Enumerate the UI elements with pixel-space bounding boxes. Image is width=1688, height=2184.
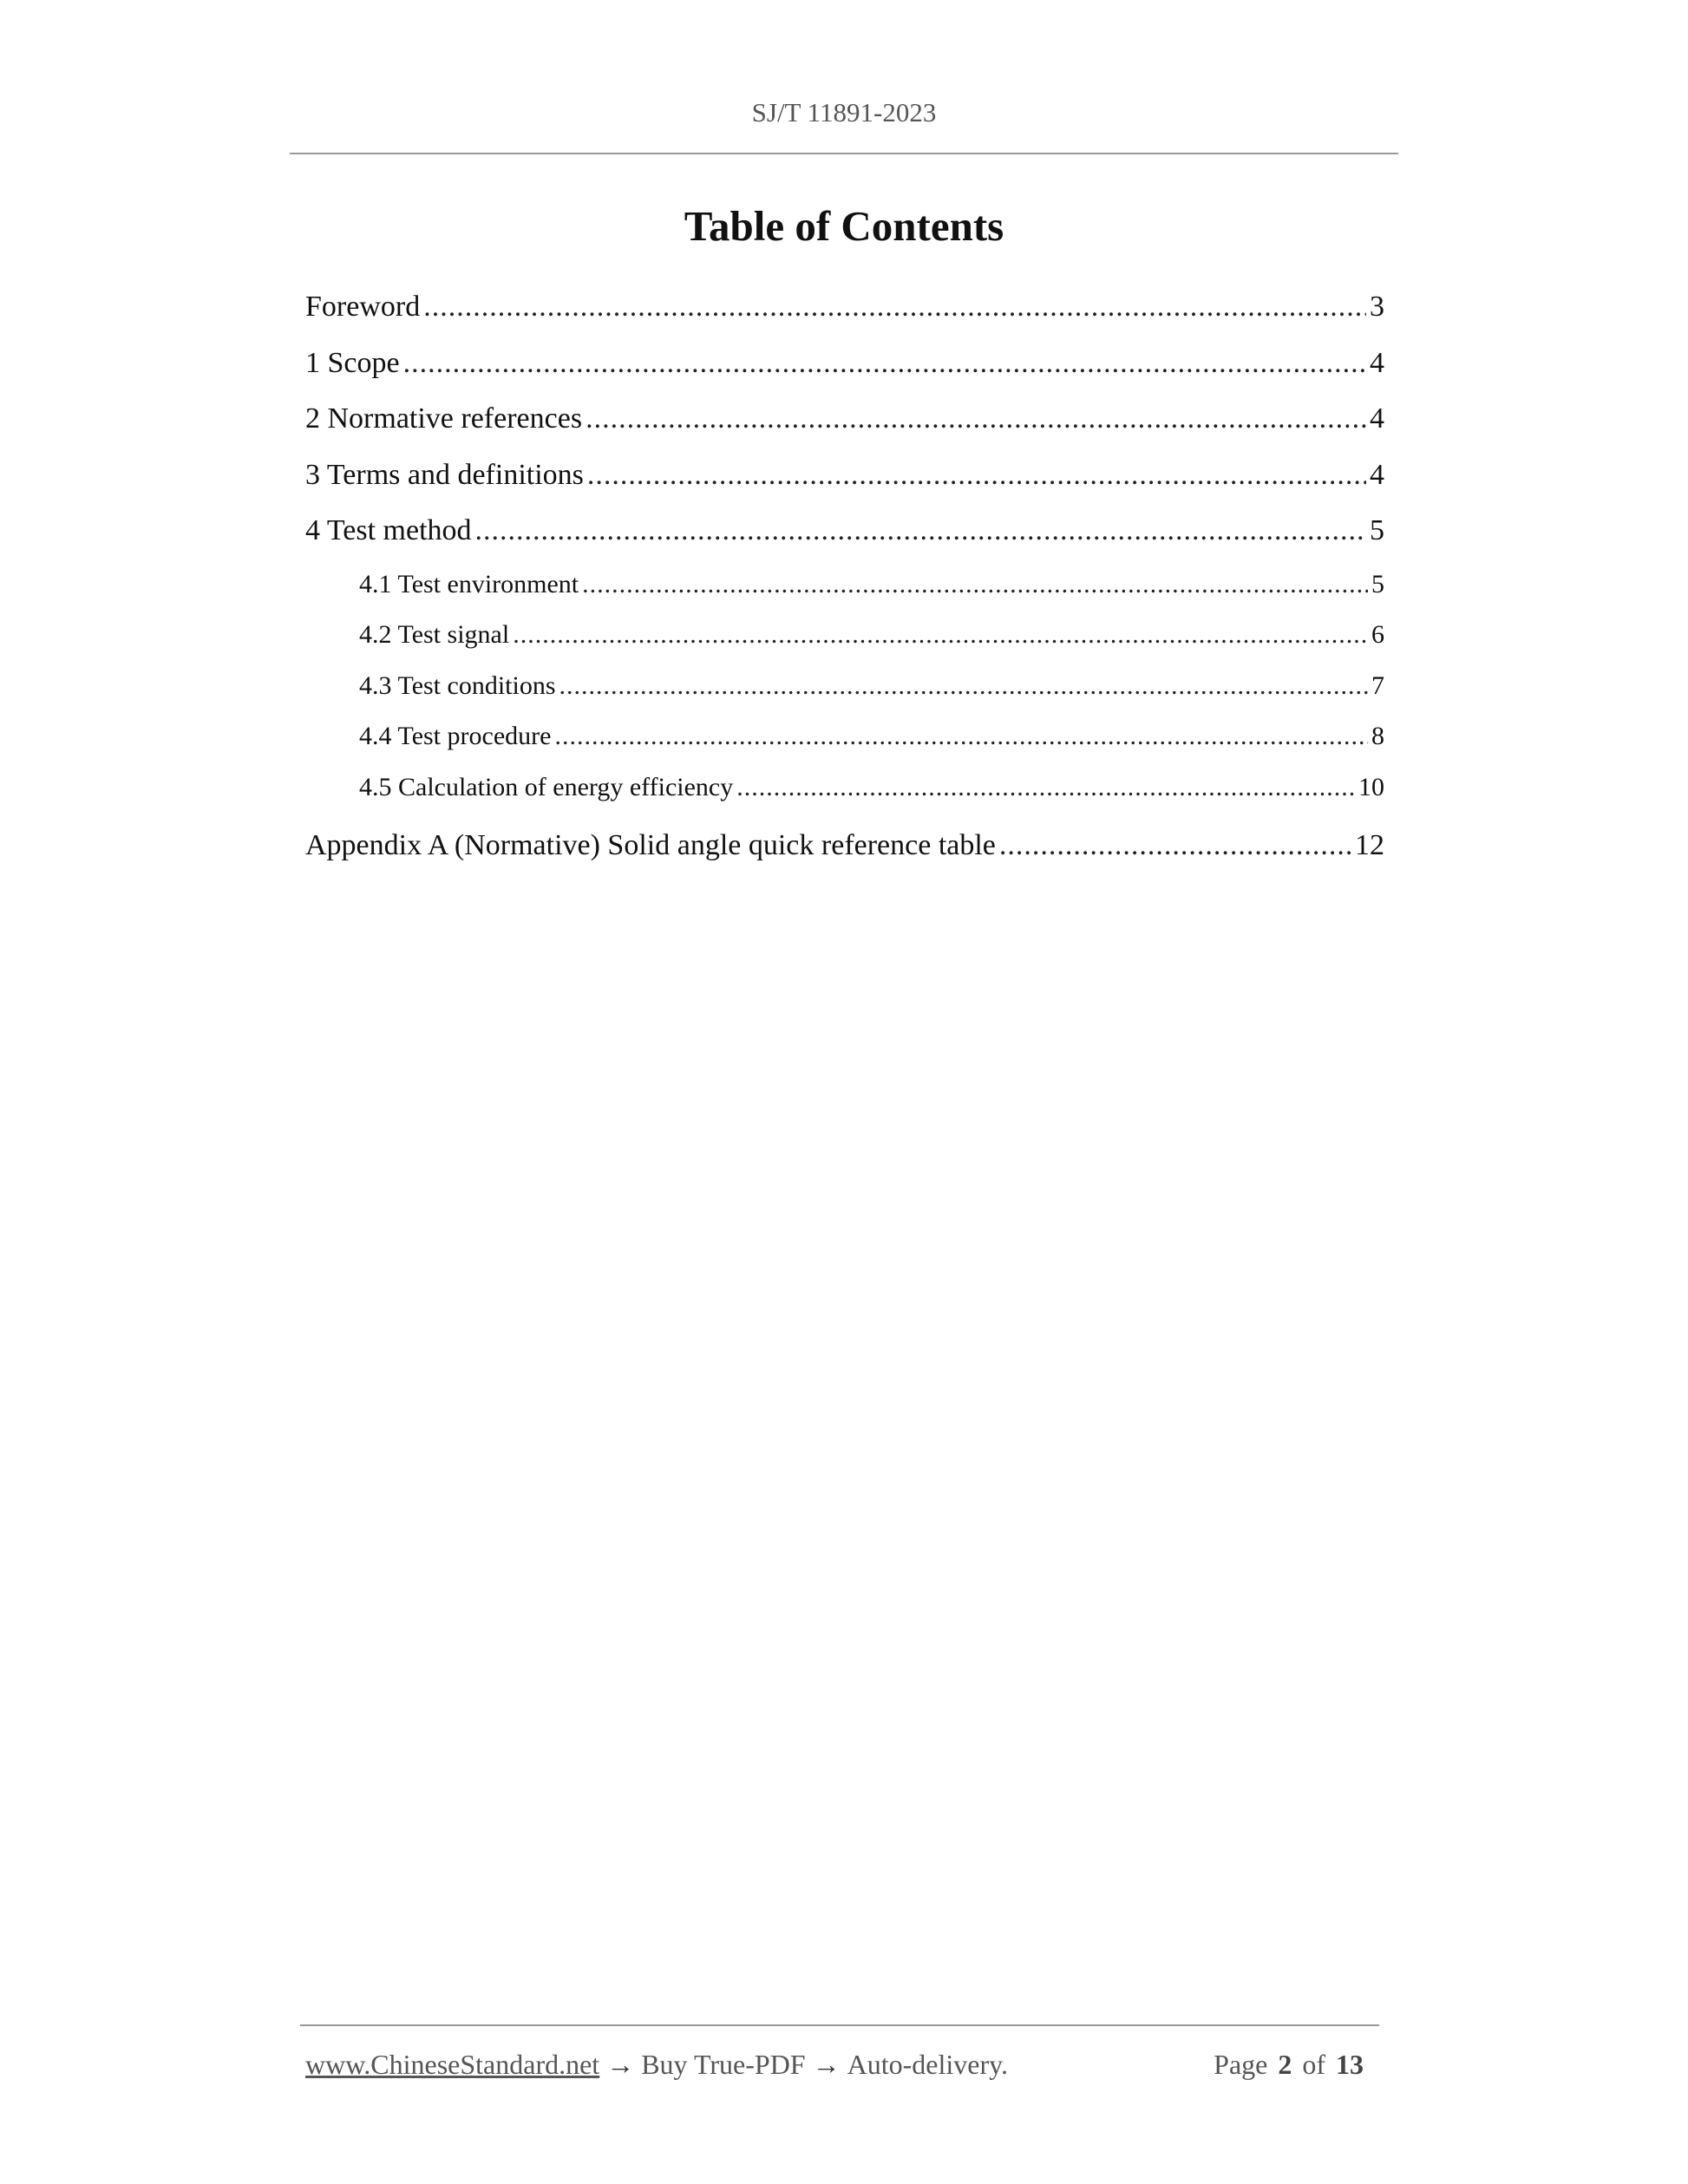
website-link[interactable]: www.ChineseStandard.net xyxy=(305,2049,600,2080)
arrow-right-icon: → xyxy=(606,2049,635,2080)
toc-entry-foreword[interactable] xyxy=(305,279,1384,336)
toc-dot-leader xyxy=(559,661,1368,712)
toc-entry-terms-and-definitions[interactable] xyxy=(305,448,1384,504)
toc-entry-normative-references[interactable] xyxy=(305,391,1384,448)
toc-entry-label: 1 Scope xyxy=(305,346,400,379)
page-header-doc-code: SJ/T 11891-2023 xyxy=(751,97,937,128)
of-label: of xyxy=(1302,2049,1325,2080)
toc-entry-energy-efficiency[interactable] xyxy=(305,762,1384,814)
page-footer xyxy=(305,2045,1374,2083)
toc-entry-label: Appendix A (Normative) Solid angle quick reference table xyxy=(305,829,996,861)
toc-dot-leader xyxy=(582,559,1368,611)
toc-entry-label: Foreword xyxy=(305,291,421,323)
toc-entry-label: 3 Terms and definitions xyxy=(305,458,584,491)
toc-dot-leader xyxy=(475,503,1366,559)
toc-entry-page: 6 xyxy=(1371,620,1384,649)
toc-entry-page: 12 xyxy=(1355,829,1384,861)
toc-dot-leader xyxy=(554,711,1368,762)
page-label: Page xyxy=(1214,2049,1268,2080)
footer-promo xyxy=(305,2045,1008,2083)
toc-dot-leader xyxy=(513,610,1368,661)
current-page-number: 2 xyxy=(1278,2049,1292,2080)
arrow-right-icon: → xyxy=(812,2049,841,2080)
footer-divider xyxy=(300,2024,1379,2026)
toc-entry-page: 7 xyxy=(1371,670,1384,700)
footer-step-delivery: Auto-delivery. xyxy=(847,2049,1009,2080)
page-number xyxy=(1214,2045,1374,2083)
header-divider xyxy=(290,153,1398,154)
toc-entry-test-environment[interactable] xyxy=(305,559,1384,611)
toc-dot-leader xyxy=(586,391,1366,448)
toc-entry-label: 4.1 Test environment xyxy=(359,569,579,598)
toc-entry-label: 4.2 Test signal xyxy=(359,620,510,649)
toc-entry-scope[interactable] xyxy=(305,336,1384,392)
toc-entry-page: 4 xyxy=(1370,458,1384,491)
toc-entry-page: 5 xyxy=(1370,514,1384,546)
toc-entry-test-procedure[interactable] xyxy=(305,711,1384,762)
toc-entry-test-signal[interactable] xyxy=(305,610,1384,661)
table-of-contents xyxy=(305,279,1384,874)
toc-entry-label: 2 Normative references xyxy=(305,402,583,435)
toc-entry-label: 4.5 Calculation of energy efficiency xyxy=(359,772,734,801)
toc-entry-label: 4.3 Test conditions xyxy=(359,670,556,700)
total-pages-number: 13 xyxy=(1336,2049,1364,2080)
toc-entry-appendix-a[interactable] xyxy=(305,818,1384,874)
toc-entry-page: 8 xyxy=(1371,722,1384,750)
toc-entry-test-method[interactable] xyxy=(305,503,1384,559)
toc-entry-page: 10 xyxy=(1358,772,1384,801)
toc-dot-leader xyxy=(999,818,1351,874)
footer-step-buy: Buy True-PDF xyxy=(641,2049,806,2080)
toc-dot-leader xyxy=(403,336,1366,392)
toc-entry-page: 4 xyxy=(1370,346,1384,379)
toc-title: Table of Contents xyxy=(684,202,1004,250)
toc-entry-label: 4.4 Test procedure xyxy=(359,722,552,750)
toc-entry-page: 3 xyxy=(1370,291,1384,323)
toc-dot-leader xyxy=(587,448,1366,504)
toc-entry-page: 4 xyxy=(1370,402,1384,435)
toc-dot-leader xyxy=(736,762,1355,814)
toc-entry-page: 5 xyxy=(1371,569,1384,598)
toc-entry-label: 4 Test method xyxy=(305,514,472,546)
toc-dot-leader xyxy=(423,279,1366,336)
toc-entry-test-conditions[interactable] xyxy=(305,661,1384,712)
